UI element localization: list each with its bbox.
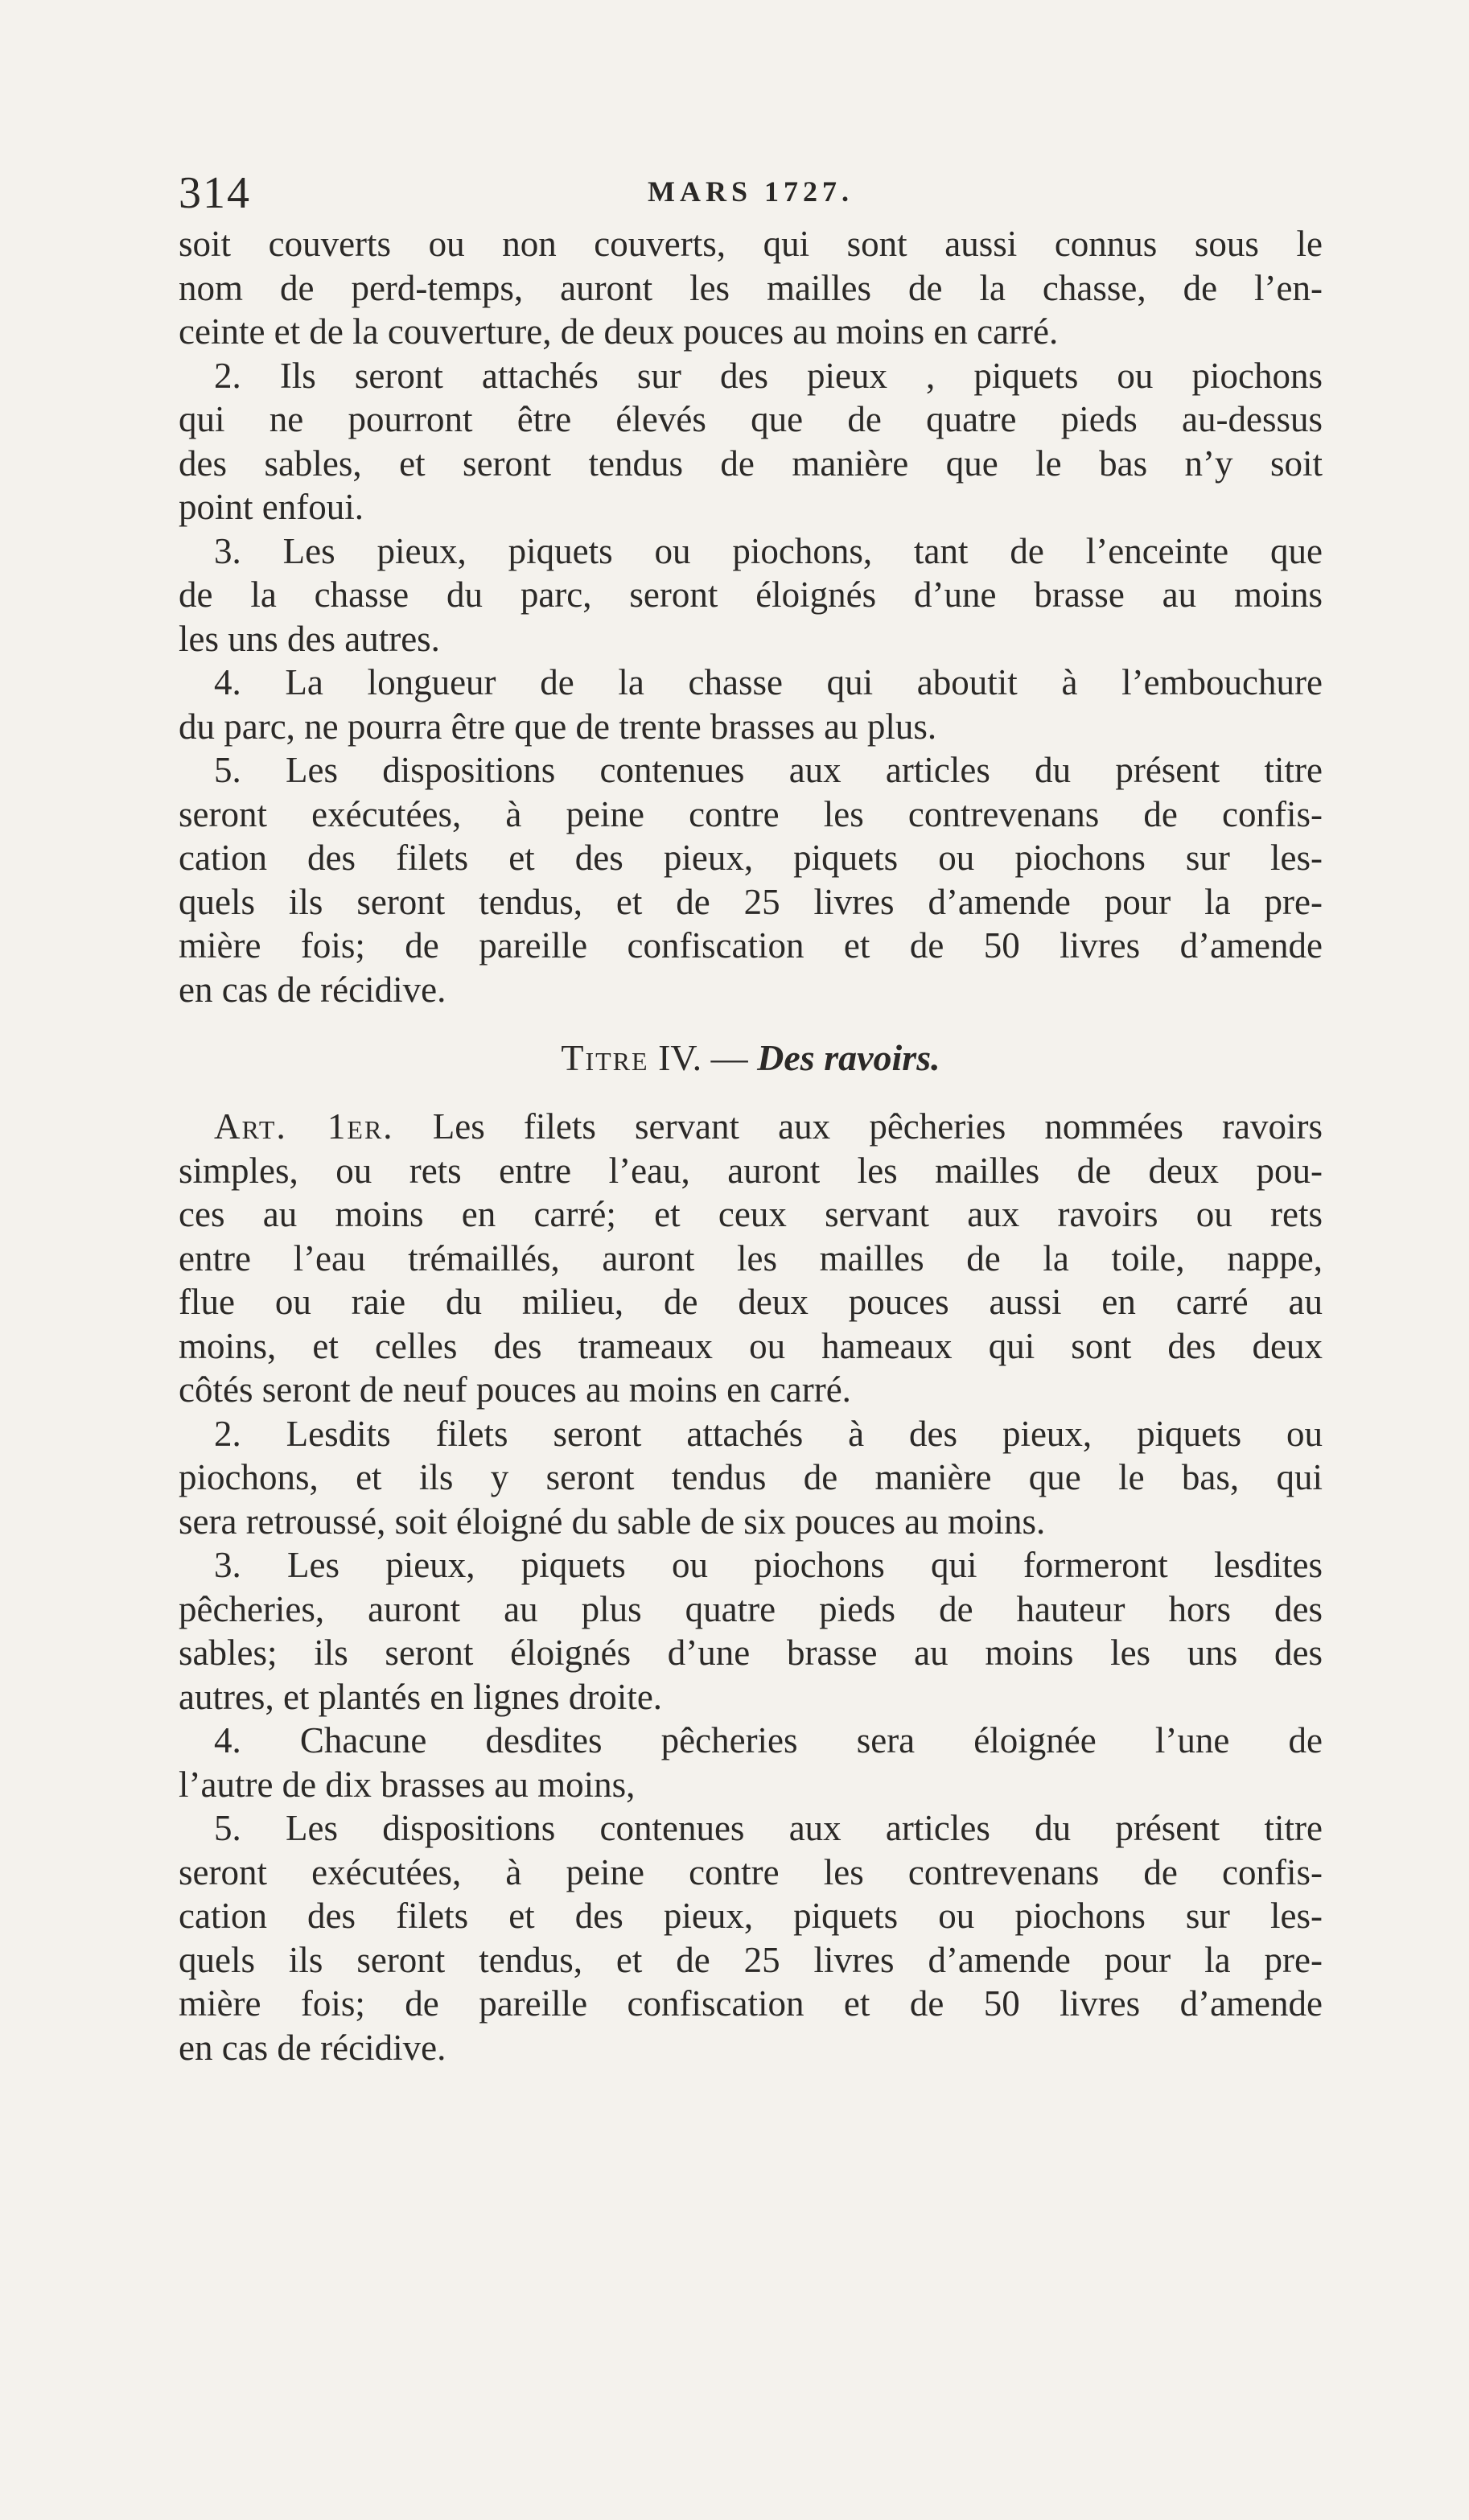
text-line: entre l’eau trémaillés, auront les mailles de la toile, nappe,	[179, 1237, 1323, 1279]
text-line: 5. Les dispositions contenues aux articles du présent titre	[214, 1808, 1323, 1848]
text-line: sera retroussé, soit éloigné du sable de six pouces au moins.	[179, 1501, 1046, 1542]
article-label: Art. 1er.	[214, 1106, 394, 1147]
text-line: soit couverts ou non couverts, qui sont aussi connus sous le	[179, 224, 1323, 264]
text-line: l’autre de dix brasses au moins,	[179, 1764, 636, 1805]
articles-part-1	[179, 222, 1323, 1011]
text-line: qui ne pourront être élevés que de quatre pieds au-dessus	[179, 399, 1323, 439]
titre-word: Titre	[561, 1037, 649, 1078]
text-line: des sables, et seront tendus de manière que le bas n’y soit	[179, 443, 1323, 484]
text-line: mière fois; de pareille confiscation et de 50 livres d’amende	[179, 1983, 1323, 2024]
text-line: 3. Les pieux, piquets ou piochons qui formeront lesdites	[214, 1545, 1323, 1585]
titre-number: IV.	[658, 1037, 702, 1078]
text-line: de la chasse du parc, seront éloignés d’une brasse au moins	[179, 574, 1323, 615]
page-header	[179, 161, 1323, 225]
text-line: en cas de récidive.	[179, 2027, 446, 2068]
section-heading	[179, 1036, 1323, 1081]
text-line: piochons, et ils y seront tendus de manière que le bas, qui	[179, 1457, 1323, 1497]
running-title: MARS 1727.	[648, 175, 854, 208]
text-line: seront exécutées, à peine contre les contrevenans de confis-	[179, 793, 1323, 834]
text-line: pêcheries, auront au plus quatre pieds de hauteur hors des	[179, 1588, 1323, 1629]
text-line: côtés seront de neuf pouces au moins en carré.	[179, 1369, 851, 1410]
text-line: du parc, ne pourra être que de trente brasses au plus.	[179, 706, 937, 747]
text-line: 5. Les dispositions contenues aux articles du présent titre	[214, 750, 1323, 790]
text-line: nom de perd-temps, auront les mailles de la chasse, de l’en-	[179, 267, 1323, 308]
text-line: point enfoui.	[179, 487, 364, 527]
text-line: 4. La longueur de la chasse qui aboutit à l’embouchure	[214, 662, 1323, 702]
text-line: mière fois; de pareille confiscation et de 50 livres d’amende	[179, 925, 1323, 966]
text-line: flue ou raie du milieu, de deux pouces aussi en carré au	[179, 1282, 1323, 1322]
articles-part-2	[179, 1149, 1323, 2070]
text-line: en cas de récidive.	[179, 969, 446, 1010]
text-line: les uns des autres.	[179, 618, 440, 659]
text-line: 2. Lesdits filets seront attachés à des pieux, piquets ou	[214, 1413, 1323, 1454]
text-line: quels ils seront tendus, et de 25 livres d’amende pour la pre-	[179, 881, 1323, 922]
text-line: 4. Chacune desdites pêcheries sera éloignée l’une de	[214, 1720, 1323, 1760]
heading-dash: —	[710, 1037, 748, 1078]
text-line: ceinte et de la couverture, de deux pouces au moins en carré.	[179, 311, 1059, 352]
text-line: moins, et celles des trameaux ou hameaux qui sont des deux	[179, 1325, 1323, 1366]
section-subtitle: Des ravoirs.	[757, 1037, 940, 1078]
text-line: ces au moins en carré; et ceux servant aux ravoirs ou rets	[179, 1194, 1323, 1234]
article-first-line	[179, 1105, 1323, 1149]
text-line: sables; ils seront éloignés d’une brasse au moins les uns des	[179, 1633, 1323, 1673]
text-line: cation des filets et des pieux, piquets ou piochons sur les-	[179, 1896, 1323, 1936]
page-number: 314	[179, 168, 251, 218]
text-line: simples, ou rets entre l’eau, auront les mailles de deux pou-	[179, 1150, 1323, 1191]
text-line: cation des filets et des pieux, piquets ou piochons sur les-	[179, 838, 1323, 878]
text-line: 2. Ils seront attachés sur des pieux , piquets ou piochons	[214, 355, 1323, 396]
text-line: autres, et plantés en lignes droite.	[179, 1676, 663, 1717]
text-line: seront exécutées, à peine contre les contrevenans de confis-	[179, 1851, 1323, 1892]
article-first-line-text: Les filets servant aux pêcheries nommées ravoirs	[432, 1106, 1323, 1147]
text-line: quels ils seront tendus, et de 25 livres d’amende pour la pre-	[179, 1939, 1323, 1980]
body-text	[179, 222, 1323, 2069]
text-line: 3. Les pieux, piquets ou piochons, tant de l’enceinte que	[214, 530, 1323, 571]
